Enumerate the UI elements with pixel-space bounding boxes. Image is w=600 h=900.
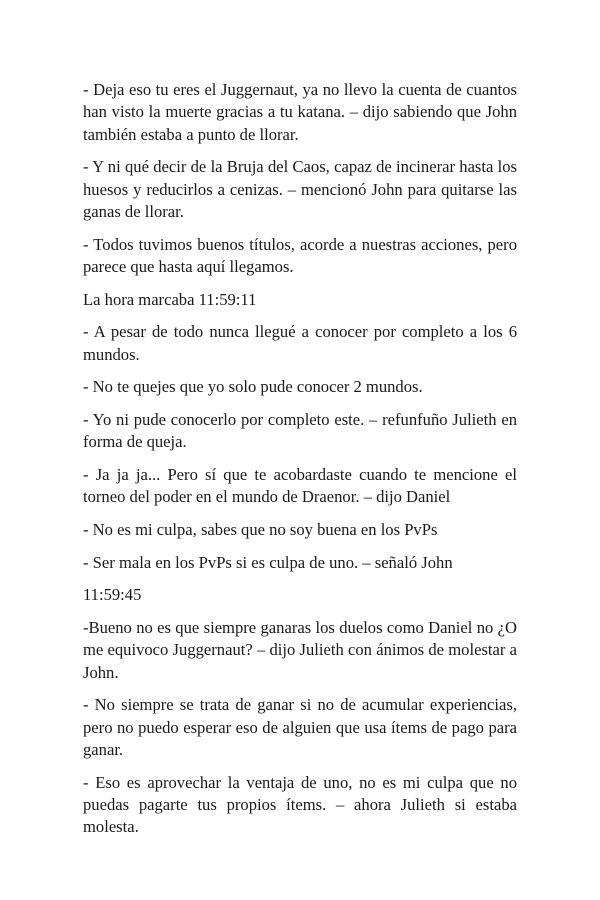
document-page <box>83 79 517 849</box>
paragraph: - A pesar de todo nunca llegué a conocer por completo a los 6 mundos. <box>83 322 517 364</box>
paragraph: - No siempre se trata de ganar si no de acumular experiencias, pero no puedo esperar eso de alguien que usa ítems de pago para ganar. <box>83 695 517 759</box>
paragraph: - Todos tuvimos buenos títulos, acorde a nuestras acciones, pero parece que hasta aquí llegamos. <box>83 234 517 277</box>
paragraph: - No te quejes que yo solo pude conocer 2 mundos. <box>83 377 423 397</box>
paragraph: - No es mi culpa, sabes que no soy buena en los PvPs <box>83 520 438 539</box>
paragraph: -Bueno no es que siempre ganaras los duelos como Daniel no ¿O me equivoco Juggernaut? – dijo Julieth con ánimos de molestar a John. <box>83 617 517 682</box>
time-line: 11:59:45 <box>83 585 142 605</box>
time-line: La hora marcaba 11:59:11 <box>83 289 257 309</box>
paragraph: - Ser mala en los PvPs si es culpa de uno. – señaló John <box>83 552 453 572</box>
paragraph: - Eso es aprovechar la ventaja de uno, no es mi culpa que no puedas pagarte tus propios ítems. – ahora Julieth si estaba molesta. <box>83 772 517 837</box>
paragraph: - Y ni qué decir de la Bruja del Caos, capaz de incinerar hasta los huesos y reducirlos a cenizas. – mencionó John para quitarse las ganas de llorar. <box>83 157 517 222</box>
paragraph: - Ja ja ja... Pero sí que te acobardaste cuando te mencione el torneo del poder en el mundo de Draenor. – dijo Daniel <box>83 465 517 507</box>
paragraph: - Deja eso tu eres el Juggernaut, ya no llevo la cuenta de cuantos han visto la muerte gracias a tu katana. – dijo sabiendo que John también estaba a punto de llorar. <box>83 80 517 144</box>
paragraph: - Yo ni pude conocerlo por completo este. – refunfuño Julieth en forma de queja. <box>83 410 517 452</box>
